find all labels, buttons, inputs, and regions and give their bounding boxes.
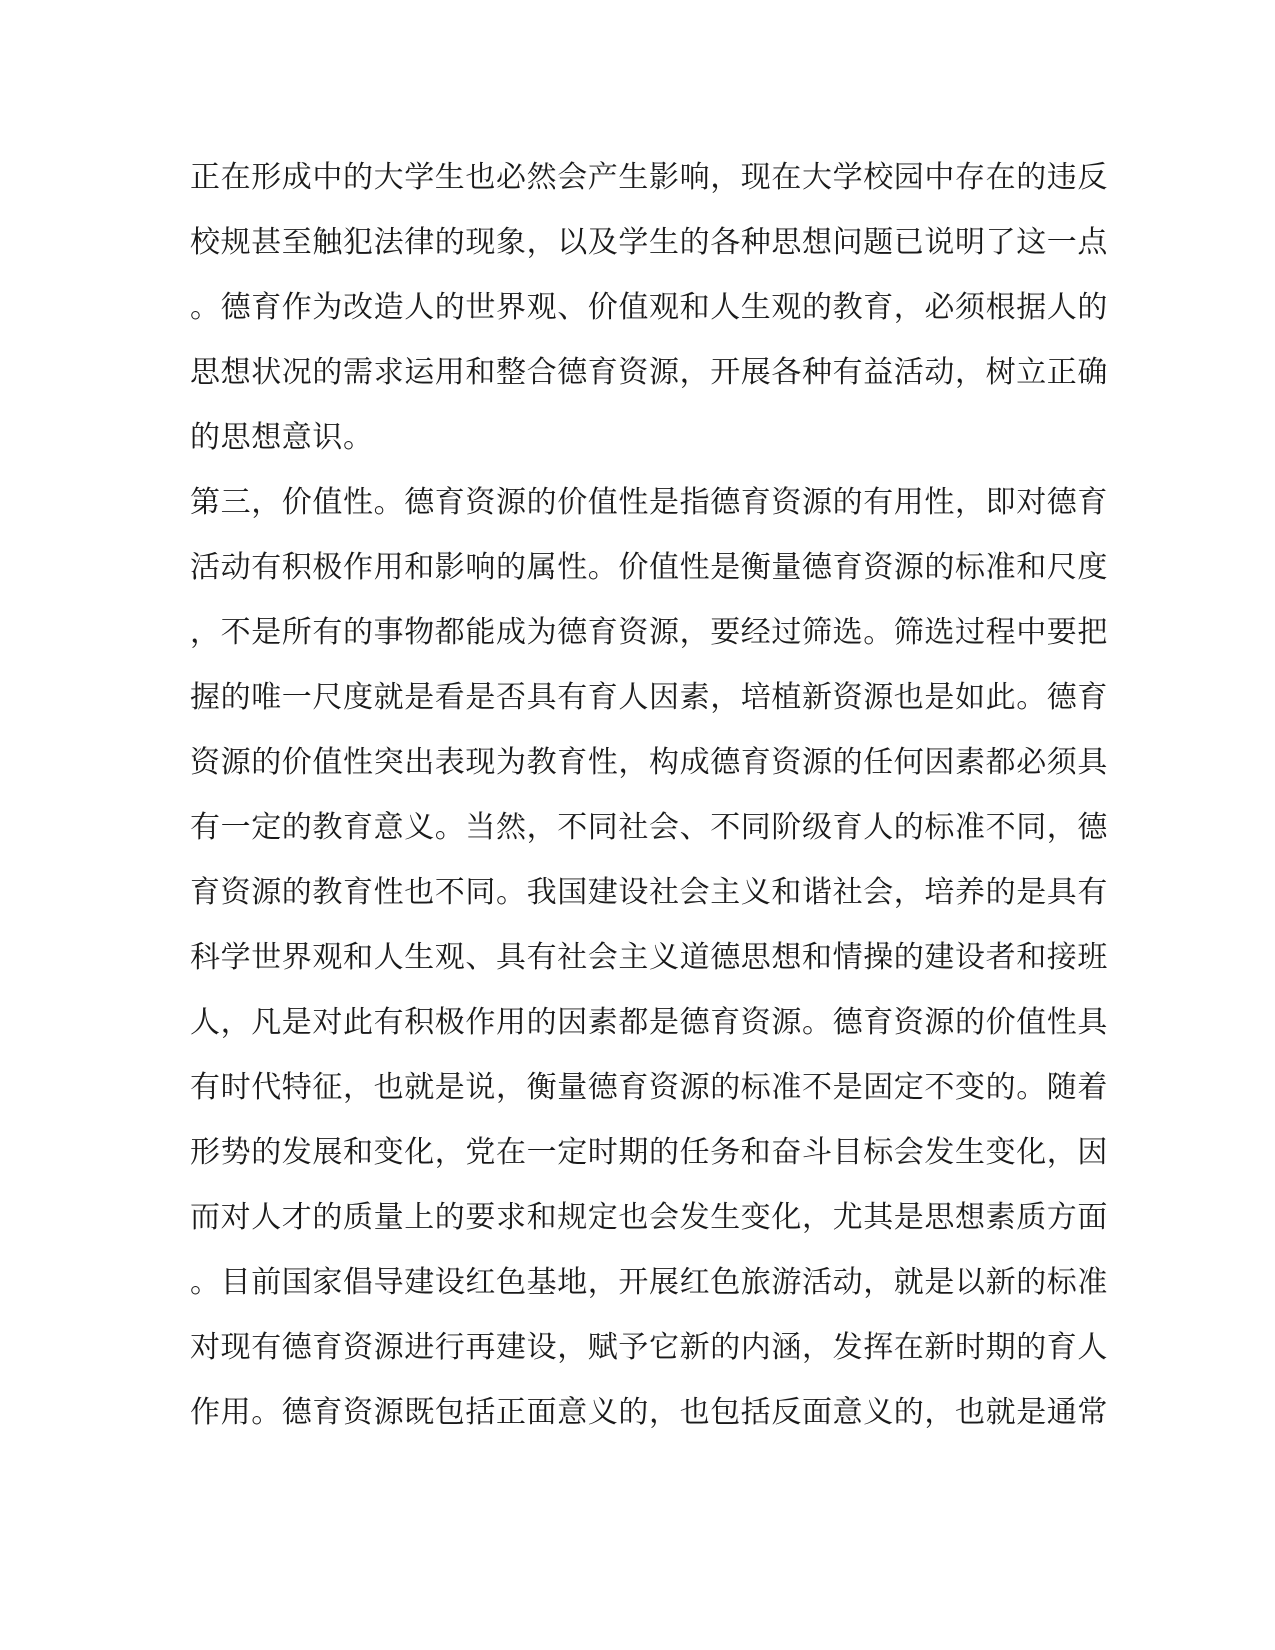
text-line: 校规甚至触犯法律的现象，以及学生的各种思想问题已说明了这一点 (190, 225, 1108, 260)
text-line: 。目前国家倡导建设红色基地，开展红色旅游活动，就是以新的标准 (190, 1265, 1108, 1300)
text-line: 有一定的教育意义。当然，不同社会、不同阶级育人的标准不同，德 (190, 810, 1108, 845)
text-line: 作用。德育资源既包括正面意义的，也包括反面意义的，也就是通常 (190, 1395, 1108, 1430)
text-line: 对现有德育资源进行再建设，赋予它新的内涵，发挥在新时期的育人 (190, 1330, 1108, 1365)
text-line: 正在形成中的大学生也必然会产生影响，现在大学校园中存在的违反 (190, 160, 1108, 195)
text-line: 资源的价值性突出表现为教育性，构成德育资源的任何因素都必须具 (190, 745, 1108, 780)
body-text (190, 160, 1108, 1461)
text-line: 育资源的教育性也不同。我国建设社会主义和谐社会，培养的是具有 (190, 875, 1108, 910)
text-line: 科学世界观和人生观、具有社会主义道德思想和情操的建设者和接班 (190, 940, 1108, 975)
text-line: 活动有积极作用和影响的属性。价值性是衡量德育资源的标准和尺度 (190, 550, 1108, 585)
text-line: 的思想意识。 (190, 420, 374, 455)
text-line: 思想状况的需求运用和整合德育资源，开展各种有益活动，树立正确 (190, 355, 1108, 390)
text-line: 而对人才的质量上的要求和规定也会发生变化，尤其是思想素质方面 (190, 1200, 1108, 1235)
text-line: 握的唯一尺度就是看是否具有育人因素，培植新资源也是如此。德育 (190, 680, 1108, 715)
text-line: 。德育作为改造人的世界观、价值观和人生观的教育，必须根据人的 (190, 290, 1108, 325)
text-line: 人，凡是对此有积极作用的因素都是德育资源。德育资源的价值性具 (190, 1005, 1108, 1040)
text-line: ，不是所有的事物都能成为德育资源，要经过筛选。筛选过程中要把 (190, 615, 1108, 650)
text-line: 有时代特征，也就是说，衡量德育资源的标准不是固定不变的。随着 (190, 1070, 1108, 1105)
text-line: 形势的发展和变化，党在一定时期的任务和奋斗目标会发生变化，因 (190, 1135, 1108, 1170)
text-line: 第三，价值性。德育资源的价值性是指德育资源的有用性，即对德育 (190, 485, 1108, 520)
